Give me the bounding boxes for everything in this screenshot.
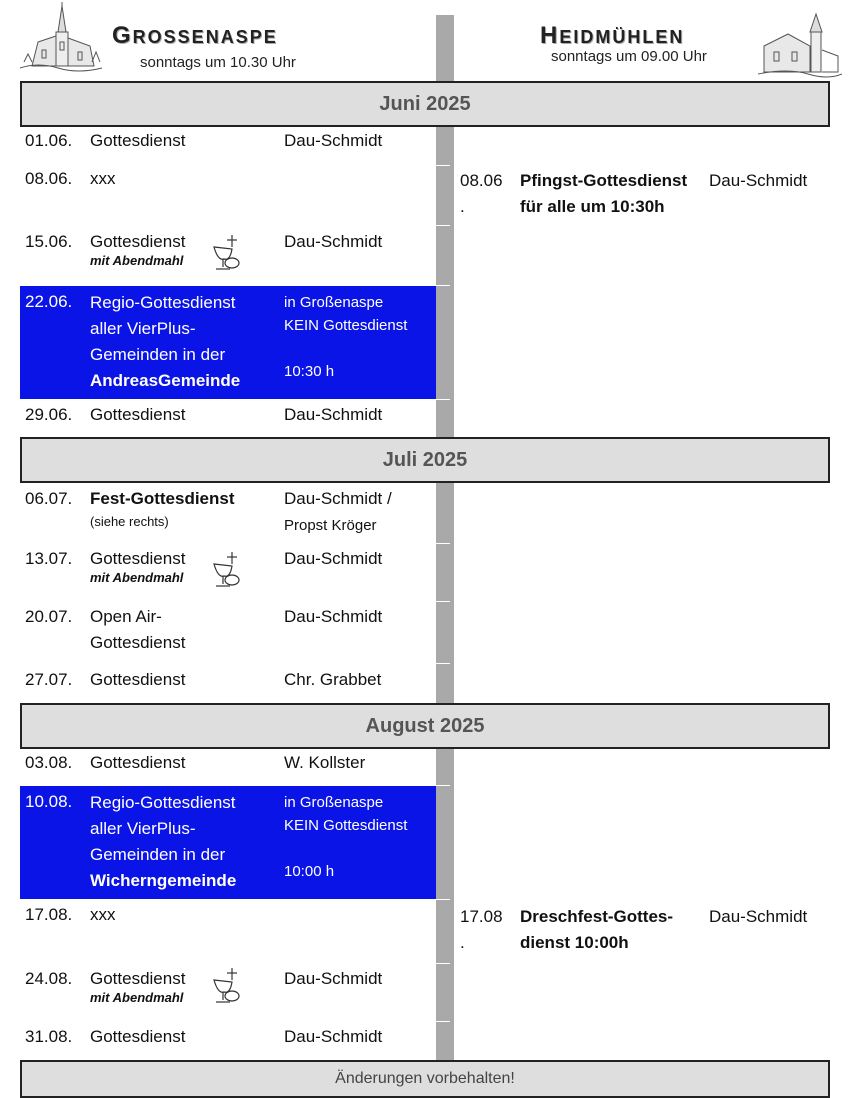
row-title: xxx [90,905,116,924]
church-heidmuehlen-illustration [758,10,842,78]
row-pastor: Dau-Schmidt [284,1027,383,1046]
row-pastor: in Großenaspe KEIN Gottesdienst 10:30 h [284,294,408,380]
row-title: Gottesdienst [90,1027,186,1046]
heidmuehlen-event-title: Dreschfest-Gottes- dienst 10:00h [520,907,674,952]
row-note: mit Abendmahl [90,990,184,1005]
table-row-regio [20,286,436,399]
row-pastor: Dau-Schmidt / Propst Kröger [284,489,392,534]
row-title: Regio-Gottesdienst aller VierPlus- Gemeinden in der Wicherngemeinde [90,793,237,890]
month-header-august: August 2025 [20,703,830,749]
column-divider [436,15,454,1063]
heidmuehlen-event-pastor: Dau-Schmidt [709,907,808,926]
row-title: Gottesdienst [90,753,186,772]
table-row [20,489,436,543]
table-row [20,905,436,963]
row-title: Gottesdienst [90,670,186,689]
row-title: xxx [90,169,116,188]
row-note: mit Abendmahl [90,253,184,268]
row-pastor: Dau-Schmidt [284,969,383,988]
table-row [20,1027,436,1060]
row-date: 17.08. [25,905,73,924]
row-date: 27.07. [25,670,73,689]
row-pastor: in Großenaspe KEIN Gottesdienst 10:00 h [284,794,408,880]
communion-chalice-icon [210,233,240,273]
heidmuehlen-event-pastor: Dau-Schmidt [709,171,808,190]
row-pastor: W. Kollster [284,753,366,772]
row-pastor: Dau-Schmidt [284,232,383,251]
row-pastor: Dau-Schmidt [284,405,383,424]
communion-chalice-icon [210,966,240,1006]
heidmuehlen-subtitle: sonntags um 09.00 Uhr [551,48,707,65]
row-date: 01.06. [25,131,73,150]
row-date: 13.07. [25,549,73,568]
row-date: 31.08. [25,1027,73,1046]
row-pastor: Chr. Grabbet [284,670,382,689]
grossenaspe-subtitle: sonntags um 10.30 Uhr [140,54,296,71]
table-row [20,405,436,437]
grossenaspe-title: GROSSENASPE [112,22,278,49]
table-row-regio [20,786,436,899]
heidmuehlen-event-date: 17.08 . [460,907,503,952]
row-date: 03.08. [25,753,73,772]
row-date: 08.06. [25,169,73,188]
month-header-juli: Juli 2025 [20,437,830,483]
row-title: Regio-Gottesdienst aller VierPlus- Gemeinden in der AndreasGemeinde [90,293,241,390]
heidmuehlen-event-title: Pfingst-Gottesdienst für alle um 10:30h [520,171,688,216]
heidmuehlen-event-date: 08.06 . [460,171,503,216]
row-date: 15.06. [25,232,73,251]
table-row [20,131,436,165]
month-header-juni: Juni 2025 [20,81,830,127]
communion-chalice-icon [210,550,240,590]
table-row [20,169,436,225]
row-date: 10.08. [25,792,73,811]
row-title: Open Air- Gottesdienst [90,607,186,652]
row-title: Gottesdienst mit Abendmahl [90,969,186,1005]
row-pastor: Dau-Schmidt [284,549,383,568]
table-row [20,670,436,703]
row-date: 24.08. [25,969,73,988]
row-title: Gottesdienst mit Abendmahl [90,549,186,585]
footer-note: Änderungen vorbehalten! [20,1060,830,1098]
table-row [20,753,436,785]
heidmuehlen-title: HEIDMÜHLEN [540,22,685,49]
row-title: Gottesdienst [90,131,186,150]
row-note: (siehe rechts) [90,514,169,529]
church-grossenaspe-illustration [18,2,104,74]
row-pastor: Dau-Schmidt [284,131,383,150]
row-date: 20.07. [25,607,73,626]
row-title: Gottesdienst [90,405,186,424]
row-date: 22.06. [25,292,73,311]
row-date: 29.06. [25,405,73,424]
row-title: Fest-Gottesdienst (siehe rechts) [90,489,235,529]
row-date: 06.07. [25,489,73,508]
table-row [20,607,436,663]
row-note: mit Abendmahl [90,570,184,585]
row-pastor: Dau-Schmidt [284,607,383,626]
row-title: Gottesdienst mit Abendmahl [90,232,186,268]
